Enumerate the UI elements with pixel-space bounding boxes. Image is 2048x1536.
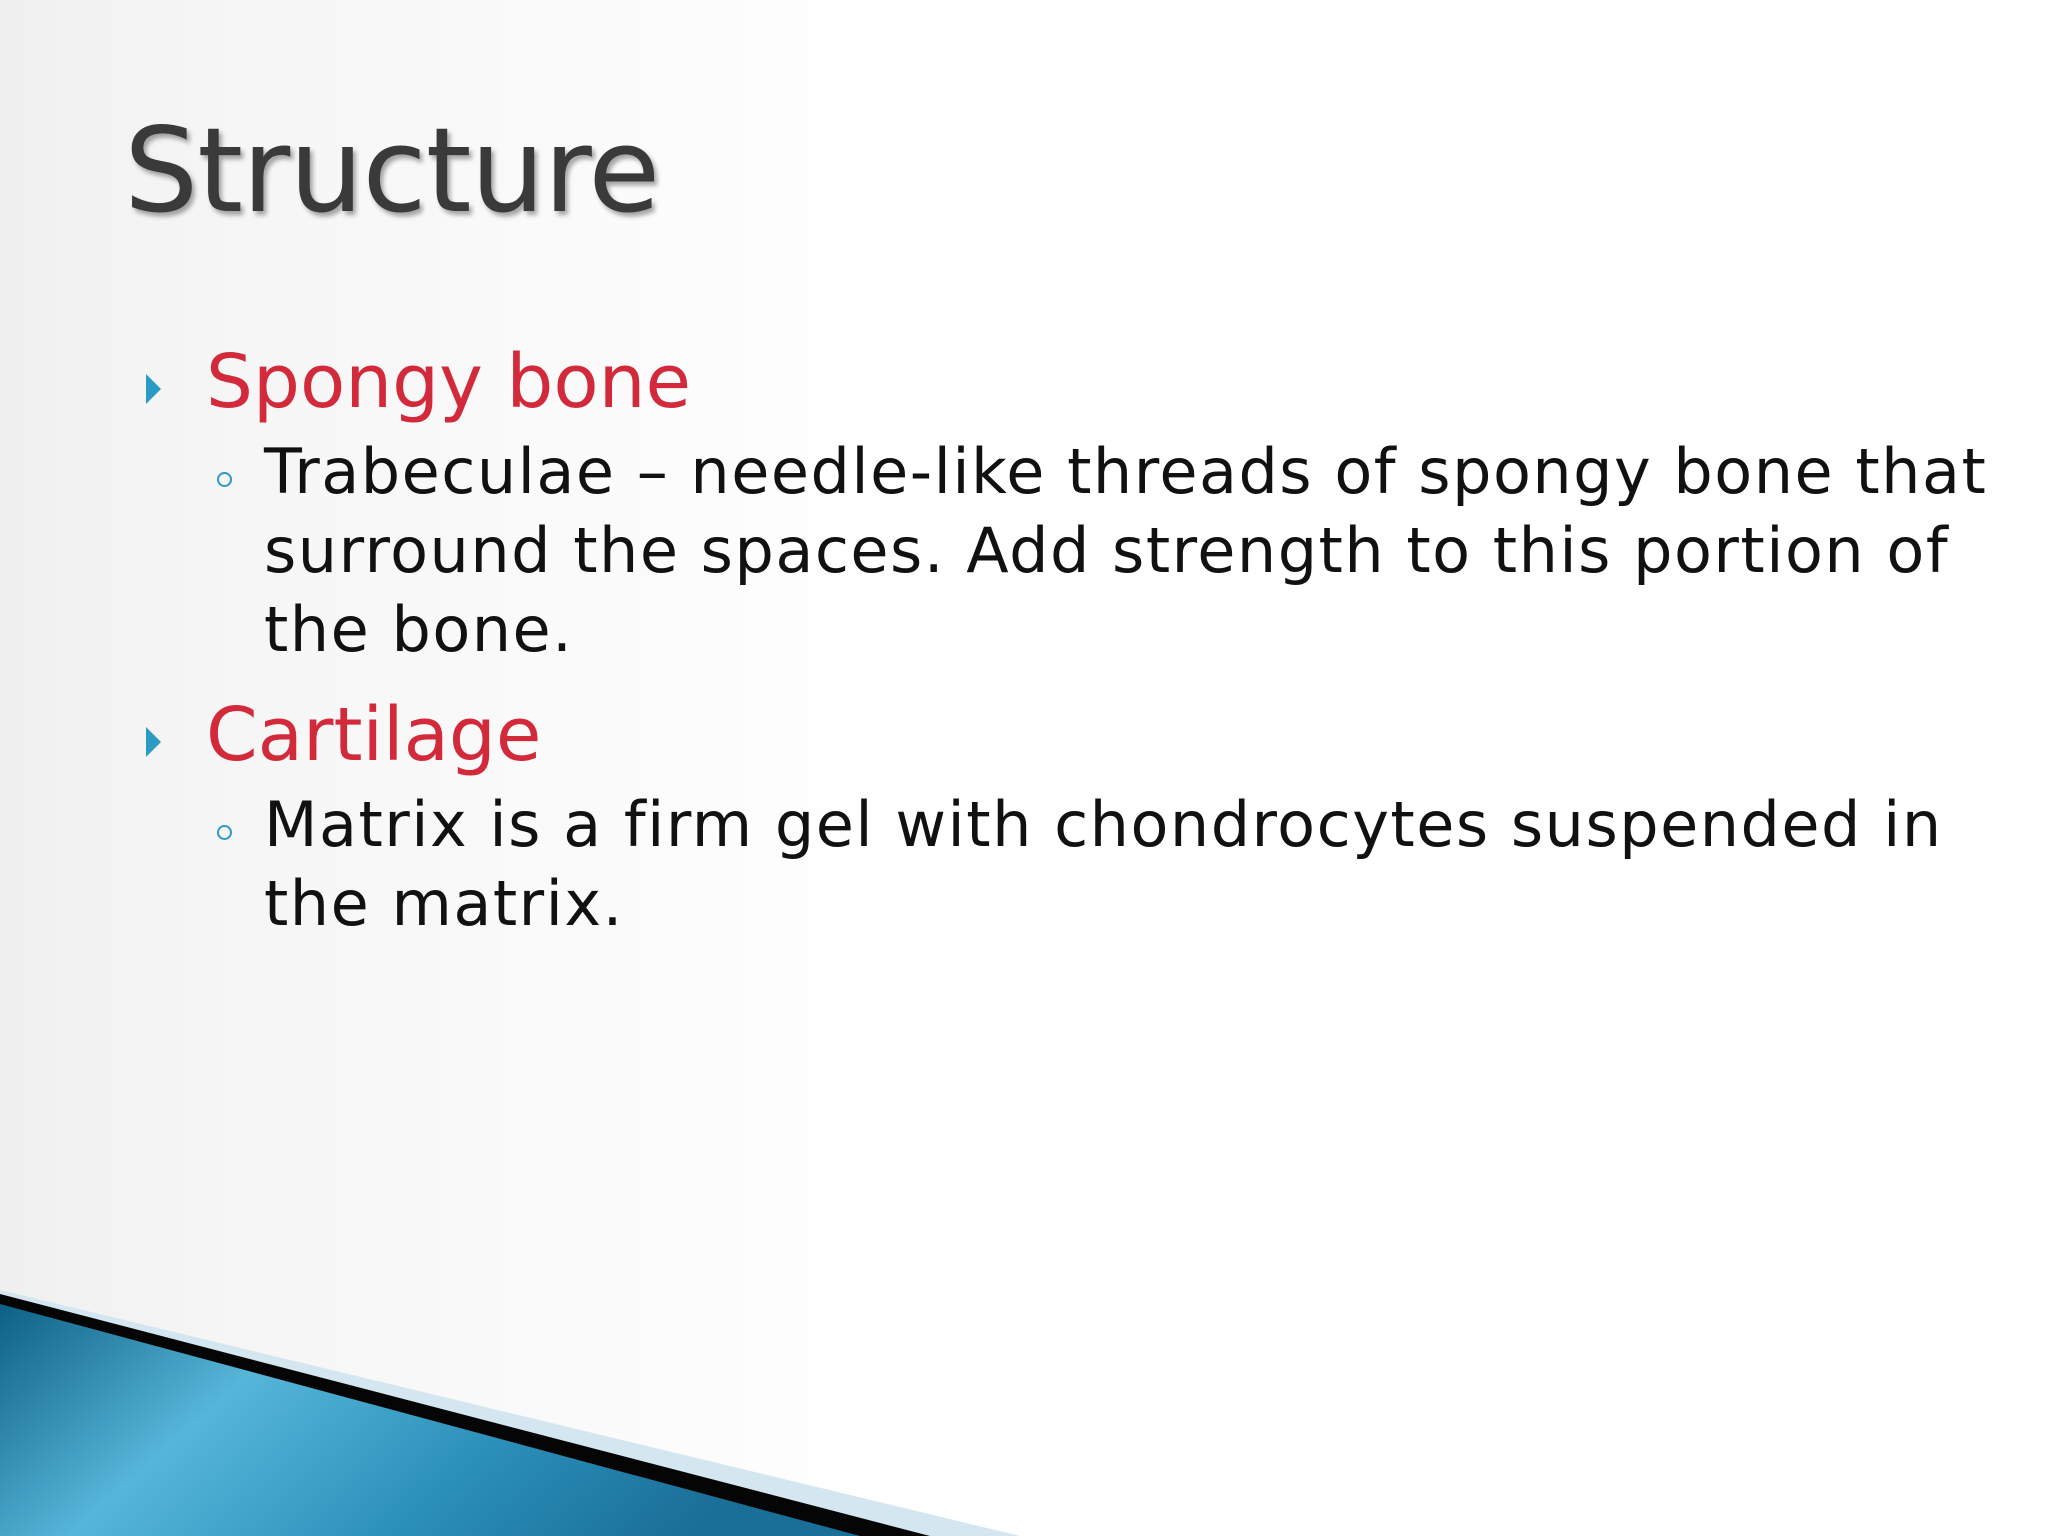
circle-bullet-icon — [217, 825, 232, 840]
item-heading: Spongy bone — [206, 339, 692, 425]
circle-bullet-icon — [217, 472, 232, 487]
triangle-bullet-icon — [146, 727, 161, 757]
list-item-spongy-bone — [146, 334, 2006, 669]
item-heading: Cartilage — [206, 692, 542, 778]
sub-item — [146, 432, 2006, 669]
sub-item — [146, 785, 2006, 943]
sub-item-text: Trabeculae – needle-like threads of spongy bone that surround the spaces. Add strength to this portion of the bone. — [264, 435, 1988, 666]
list-item-cartilage — [146, 687, 2006, 943]
sub-item-text: Matrix is a firm gel with chondrocytes suspended in the matrix. — [264, 788, 1943, 940]
corner-decoration — [0, 1276, 2048, 1536]
triangle-bullet-icon — [146, 374, 161, 404]
slide-content — [146, 334, 2006, 961]
slide-title: Structure — [124, 102, 660, 239]
